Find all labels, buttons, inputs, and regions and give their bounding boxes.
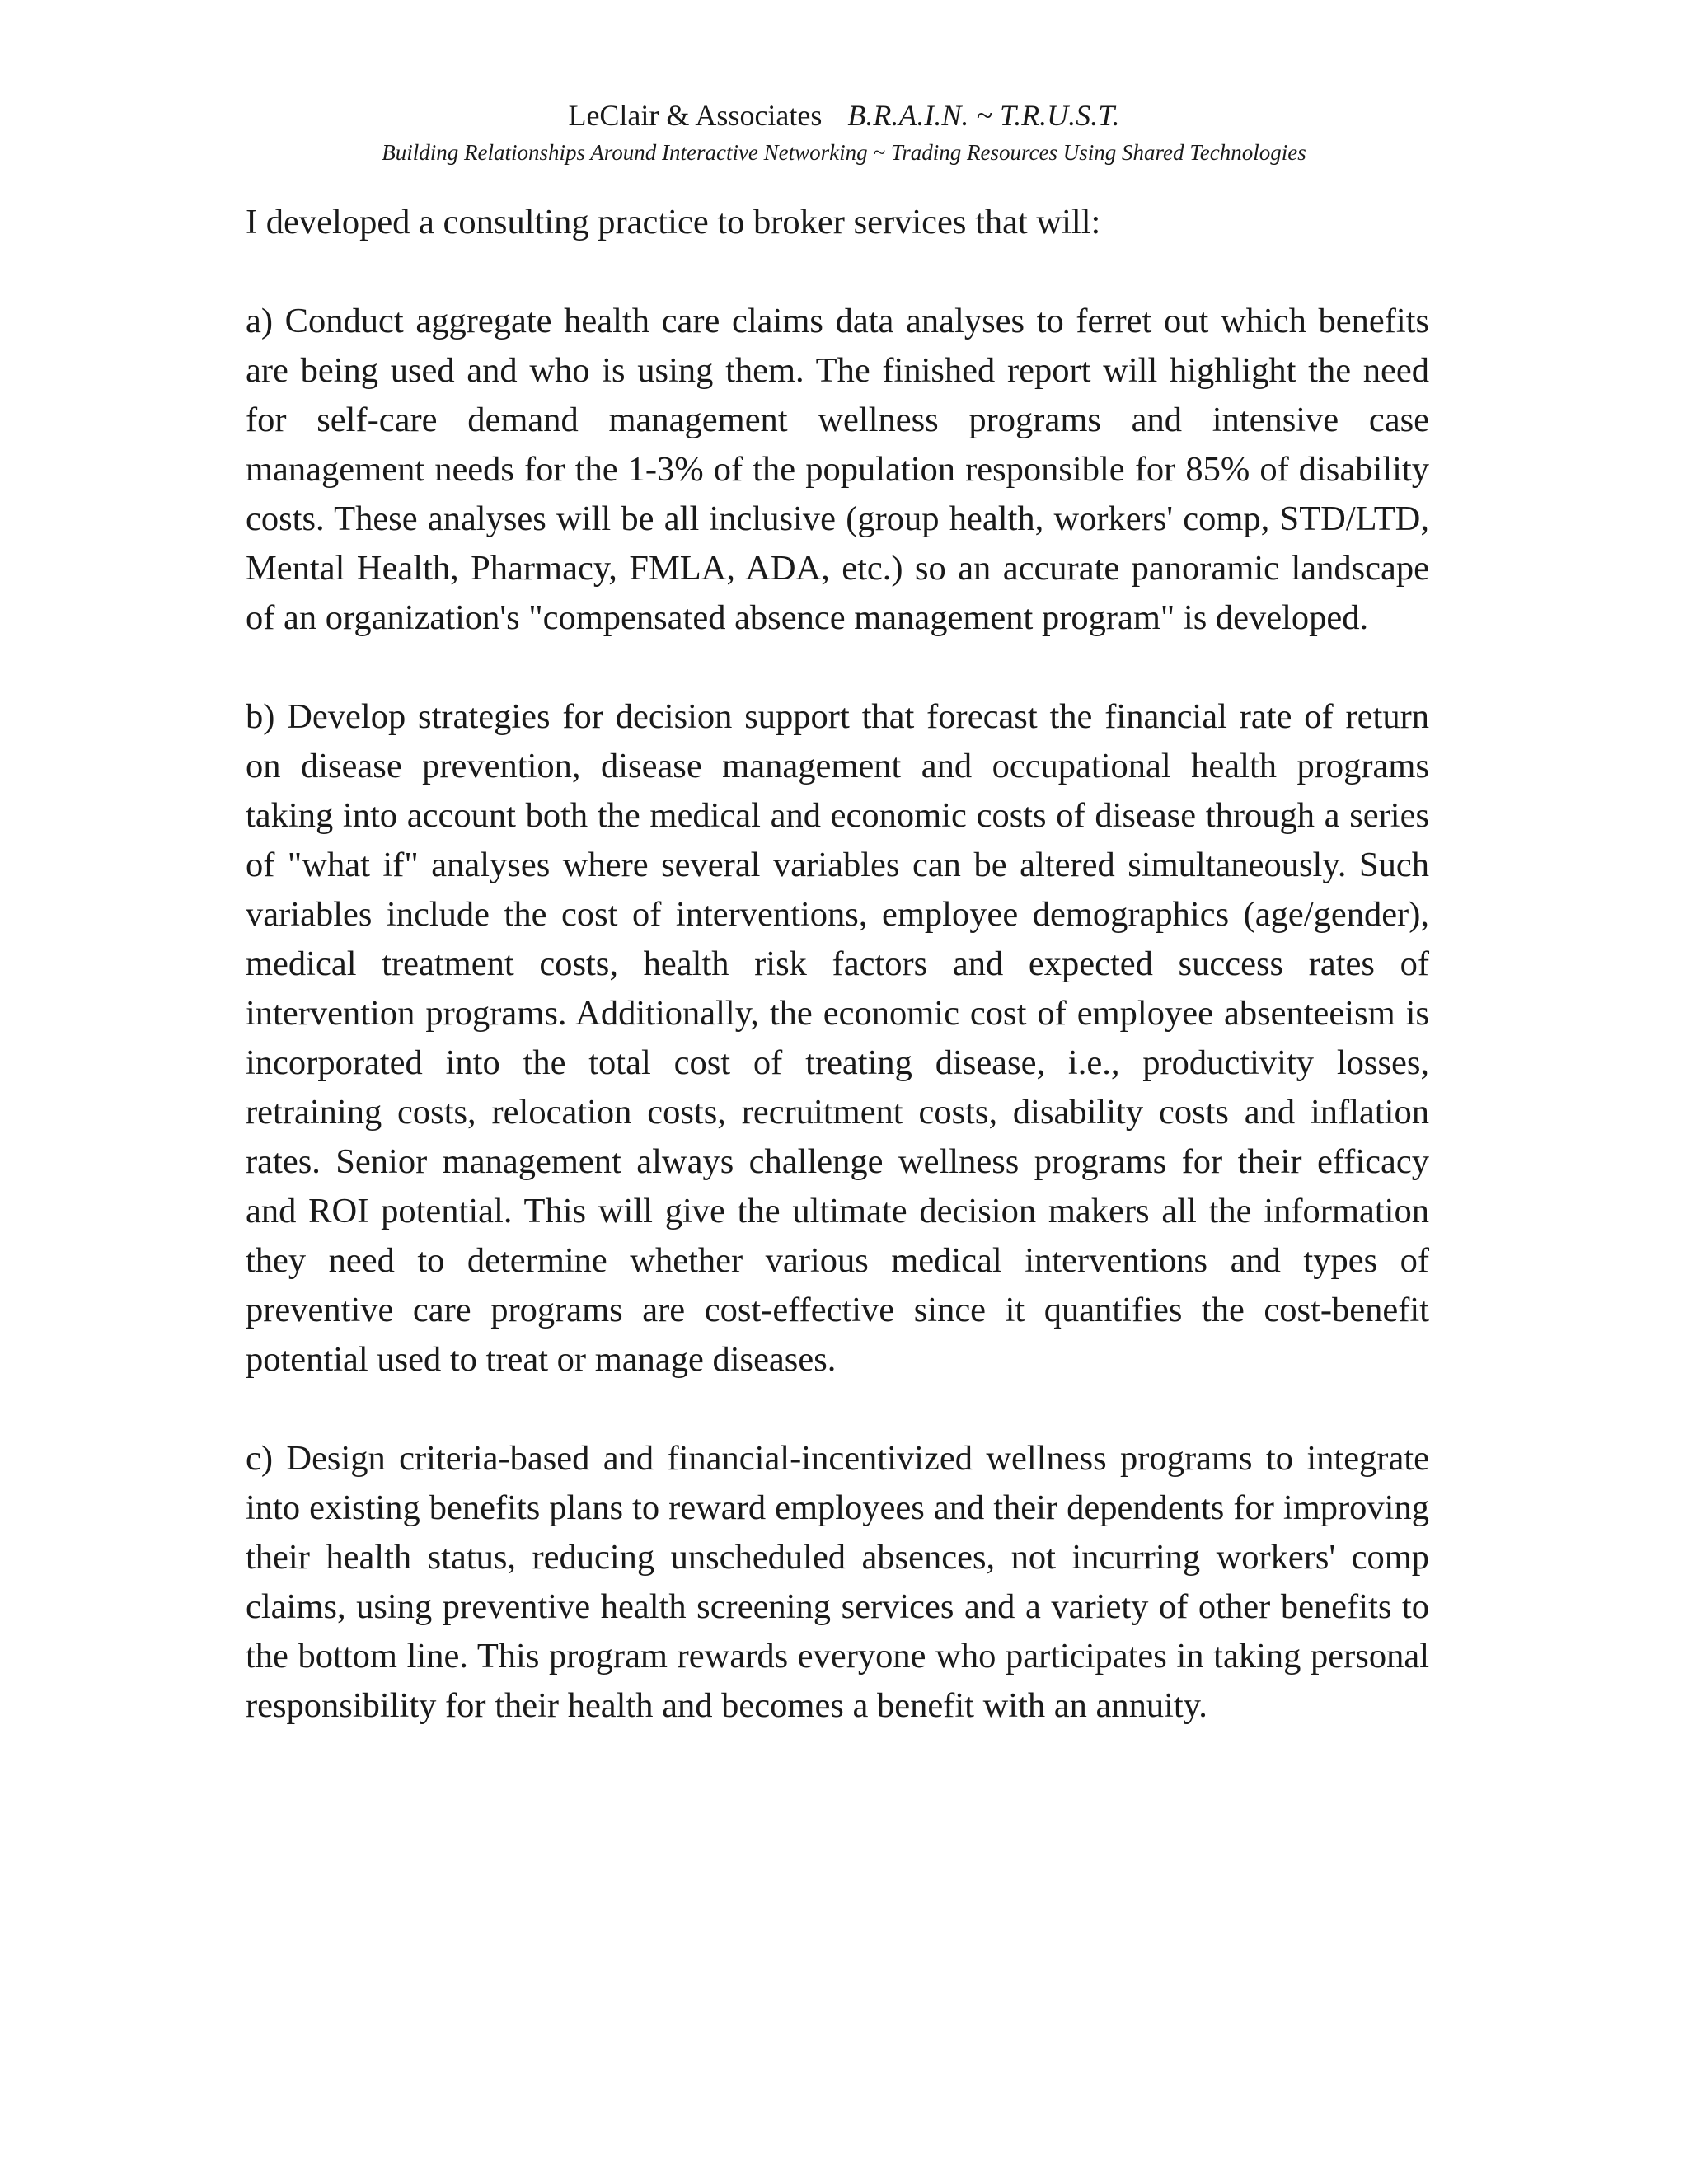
letterhead [0,97,1688,166]
letterhead-title [0,97,1688,134]
document-body [246,198,1429,1780]
intro-sentence: I developed a consulting practice to broker services that will: [246,203,1101,241]
company-name: LeClair & Associates [568,99,823,132]
paragraph-b: b) Develop strategies for decision support that forecast the financial rate of return on disease prevention, disease management and occupational health programs taking into account both the medical and economic costs of disease through a series of "what if" analyses where several variables can be altered simultaneously. Such variables include the cost of interventions, employee demographics (age/gender), medical treatment costs, health risk factors and expected success rates of intervention programs. Additionally, the economic cost of employee absenteeism is incorporated into the total cost of treating disease, i.e., productivity losses, retraining costs, relocation costs, recruitment costs, disability costs and inflation rates. Senior management always challenge wellness programs for their efficacy and ROI potential. This will give the ultimate decision makers all the information they need to determine whether various medical interventions and types of preventive care programs are cost-effective since it quantifies the cost-benefit potential used to treat or manage diseases. [246,697,1429,1379]
paragraph-c: c) Design criteria-based and financial-incentivized wellness programs to integrate into existing benefits plans to reward employees and their dependents for improving their health status, reducing unscheduled absences, not incurring workers' comp claims, using preventive health screening services and a variety of other benefits to the bottom line. This program rewards everyone who participates in taking personal responsibility for their health and becomes a benefit with an annuity. [246,1439,1429,1725]
letterhead-tagline: Building Relationships Around Interactive Networking ~ Trading Resources Using Shared Technologies [382,140,1306,165]
paragraph-a: a) Conduct aggregate health care claims data analyses to ferret out which benefits are being used and who is using them. The finished report will highlight the need for self-care demand management wellness programs and intensive case management needs for the 1-3% of the population responsible for 85% of disability costs. These analyses will be all inclusive (group health, workers' comp, STD/LTD, Mental Health, Pharmacy, FMLA, ADA, etc.) so an accurate panoramic landscape of an organization's "compensated absence management program" is developed. [246,302,1429,637]
brand-acronym: B.R.A.I.N. ~ T.R.U.S.T. [847,99,1120,132]
